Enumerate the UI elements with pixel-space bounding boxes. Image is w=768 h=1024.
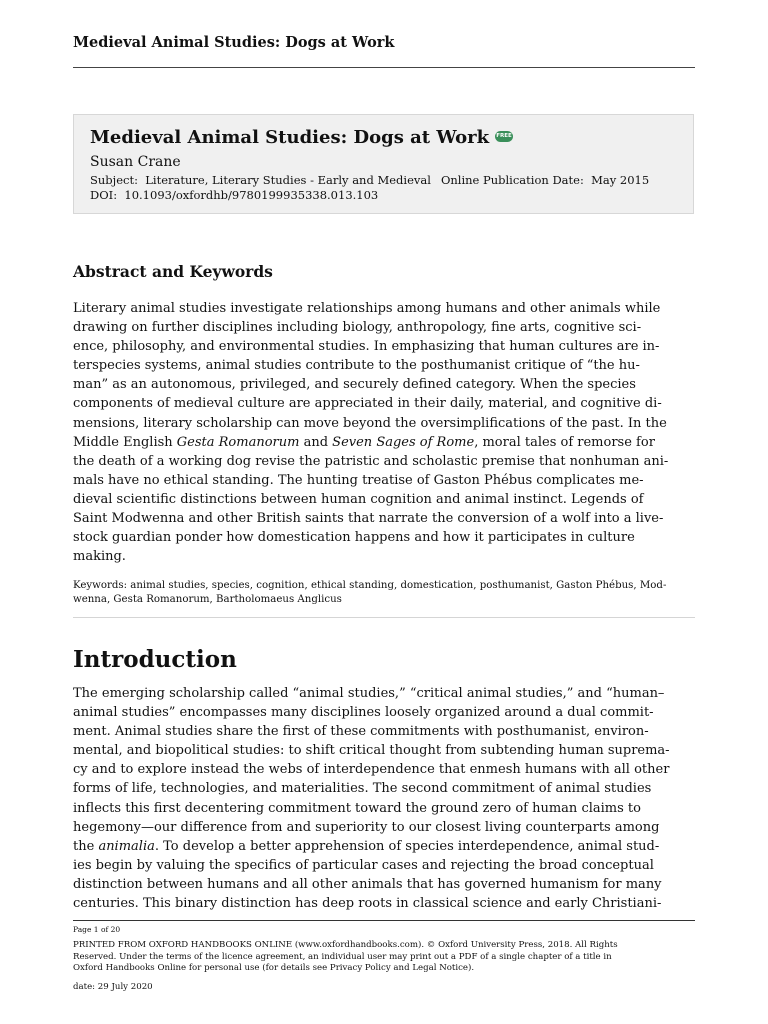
abstract-line: ence, philosophy, and environmental studies. In emphasizing that human cultures are in- [73,339,660,355]
seven-sages-title: Seven Sages of Rome [332,434,475,450]
intro-line: forms of life, technologies, and materialities. The second commitment of animal studies [73,781,652,797]
intro-line: hegemony—our difference from and superiority to our closest living counterparts among [73,819,660,835]
introduction-text [73,684,695,913]
subject-value[interactable]: Literature, Literary Studies - Early and Medieval [145,173,431,187]
running-head: Medieval Animal Studies: Dogs at Work [73,34,395,51]
subject-line [90,173,649,187]
abstract-line: man” as an autonomous, privileged, and securely defined category. When the species [73,377,636,393]
intro-line [73,837,695,856]
abstract-line: Saint Modwenna and other British saints that narrate the conversion of a wolf into a live- [73,511,664,527]
online-pub-label: Online Publication Date: [440,173,584,187]
chapter-title-text: Medieval Animal Studies: Dogs at Work [90,127,490,148]
abstract-line: stock guardian ponder how domestication happens and how it participates in culture [73,530,635,546]
footer-divider [73,920,695,921]
online-pub-value: May 2015 [591,173,650,187]
animalia-term: animalia [98,838,155,854]
intro-line: animal studies” encompasses many disciplines loosely organized around a dual commit- [73,705,654,721]
intro-line: inflects this first decentering commitment toward the ground zero of human claims to [73,800,641,816]
page-number: Page 1 of 20 [73,925,121,934]
intro-text-run: . To develop a better apprehension of species interdependence, animal stud- [154,838,660,854]
print-date: date: 29 July 2020 [73,982,153,992]
abstract-line: dieval scientific distinctions between human cognition and animal instinct. Legends of [73,491,644,507]
subject-label: Subject: [90,173,138,187]
doi-value[interactable]: 10.1093/oxfordhb/9780199935338.013.103 [124,188,379,202]
abstract-line: making. [73,549,126,565]
introduction-heading: Introduction [73,646,237,673]
intro-line: The emerging scholarship called “animal studies,” “critical animal studies,” and “human– [73,686,665,701]
free-badge-icon: FREE [495,131,513,142]
abstract-line: Literary animal studies investigate relationships among humans and other animals while [73,301,661,316]
abstract-line: mensions, literary scholarship can move beyond the oversimplifications of the past. In the [73,415,667,431]
abstract-line: mals have no ethical standing. The hunting treatise of Gaston Phébus complicates me- [73,472,644,488]
chapter-title [90,127,513,148]
printed-notice-line: Oxford Handbooks Online for personal use (for details see Privacy Policy and Legal Notice). [73,963,475,973]
intro-line: centuries. This binary distinction has deep roots in classical science and early Christiani- [73,896,662,912]
abstract-line: the death of a working dog revise the patristic and scholastic premise that nonhuman ani- [73,453,669,469]
intro-line: distinction between humans and all other animals that has governed humanism for many [73,876,662,892]
gesta-romanorum-title: Gesta Romanorum [176,434,300,450]
keywords [73,579,695,607]
abstract-line: terspecies systems, animal studies contribute to the posthumanist critique of “the hu- [73,358,640,374]
intro-text-run: the [73,838,99,854]
printed-notice-line: PRINTED FROM OXFORD HANDBOOKS ONLINE (www.oxfordhandbooks.com). © Oxford University Press, 2018. All Rights [73,940,618,950]
abstract-line [73,433,695,452]
abstract-text-run: Middle English [73,434,177,450]
doi-label: DOI: [90,188,118,202]
keywords-divider [73,617,695,618]
header-divider [73,67,695,68]
keywords-line: Keywords: animal studies, species, cognition, ethical standing, domestication, posthumanist, Gaston Phébus, Mod- [73,580,667,591]
intro-line: cy and to explore instead the webs of interdependence that enmesh humans with all other [73,762,670,778]
doi-line [90,188,378,202]
intro-line: ies begin by valuing the specifics of particular cases and rejecting the broad conceptual [73,857,654,873]
intro-line: mental, and biopolitical studies: to shift critical thought from subtending human suprema- [73,743,670,759]
abstract-line: components of medieval culture are appreciated in their daily, material, and cognitive di- [73,396,662,412]
abstract-line: drawing on further disciplines including biology, anthropology, fine arts, cognitive sci- [73,320,642,336]
intro-line: ment. Animal studies share the first of these commitments with posthumanist, environ- [73,724,649,740]
title-box [73,114,694,214]
printed-notice-line: Reserved. Under the terms of the licence agreement, an individual user may print out a PDF of a single chapter of a title in [73,951,612,962]
author-name: Susan Crane [90,154,181,170]
abstract-text-run: , moral tales of remorse for [474,434,655,450]
abstract-heading: Abstract and Keywords [73,262,273,281]
abstract-text-run: and [299,434,333,450]
keywords-line: wenna, Gesta Romanorum, Bartholomaeus Anglicus [73,594,342,605]
abstract-text [73,299,695,566]
printed-notice [73,940,695,975]
